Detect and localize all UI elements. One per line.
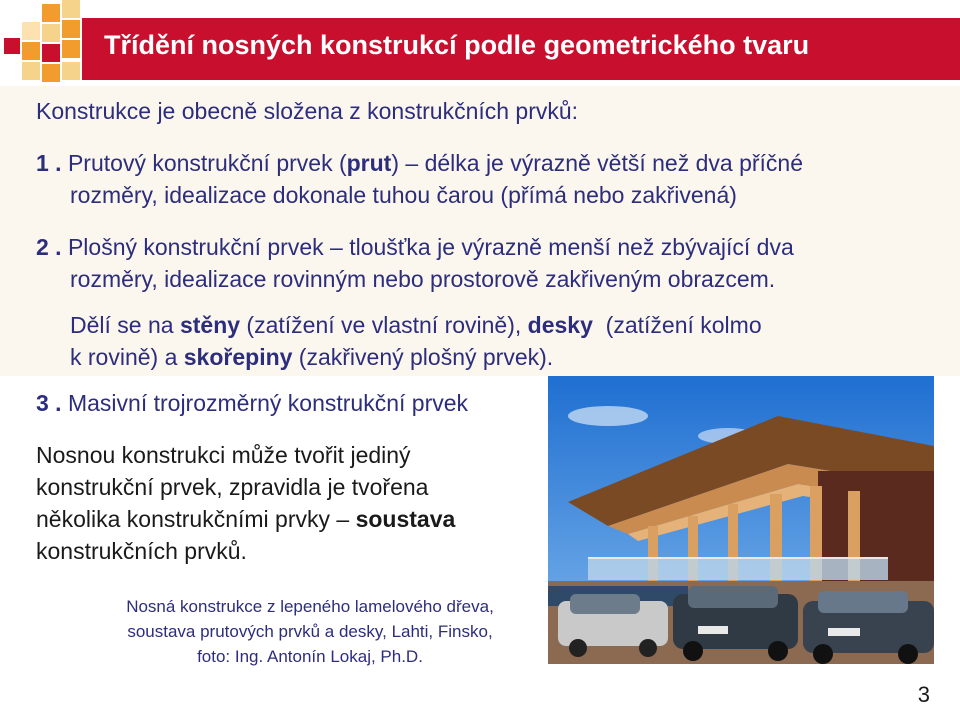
- item2-line1: 2 . Plošný konstrukční prvek – tloušťka je výrazně menší než zbývající dva: [36, 234, 794, 260]
- system-line3: několika konstrukčními prvky – soustava: [36, 506, 456, 532]
- term-steny: stěny: [179, 312, 241, 338]
- building-photo: [548, 376, 934, 664]
- term-prut: prut: [346, 150, 392, 176]
- item1-number: 1 .: [36, 150, 62, 176]
- term-soustava: soustava: [355, 506, 456, 532]
- item2-sub-line2: k rovině) a skořepiny (zakřivený plošný prvek).: [70, 344, 554, 370]
- term-desky: desky: [527, 312, 593, 338]
- item2-number: 2 .: [36, 234, 62, 260]
- item3-number: 3 .: [36, 390, 62, 416]
- system-line1: Nosnou konstrukci může tvořit jediný: [36, 442, 411, 468]
- item2-line2: rozměry, idealizace rovinným nebo prostorově zakřiveným obrazcem.: [70, 266, 776, 292]
- item3-line: 3 . Masivní trojrozměrný konstrukční prvek: [36, 390, 469, 416]
- item1-line2: rozměry, idealizace dokonale tuhou čarou (přímá nebo zakřivená): [70, 182, 737, 208]
- intro-text: Konstrukce je obecně složena z konstrukčních prvků:: [36, 98, 579, 124]
- item2-sub-line1: Dělí se na stěny (zatížení ve vlastní rovině), desky (zatížení kolmo: [70, 312, 762, 338]
- system-line4: konstrukčních prvků.: [36, 538, 247, 564]
- slide-title: Třídění nosných konstrukcí podle geometrického tvaru: [104, 30, 810, 60]
- system-line2: konstrukční prvek, zpravidla je tvořena: [36, 474, 429, 500]
- page-number: 3: [917, 682, 930, 707]
- term-skorepiny: skořepiny: [183, 344, 293, 370]
- item1-line1: 1 . Prutový konstrukční prvek (prut) – délka je výrazně větší než dva příčné: [36, 150, 803, 176]
- photo-caption: Nosná konstrukce z lepeného lamelového dřeva, soustava prutových prvků a desky, Lahti, Finsko, foto: Ing. Antonín Lokaj, Ph.D.: [126, 597, 494, 666]
